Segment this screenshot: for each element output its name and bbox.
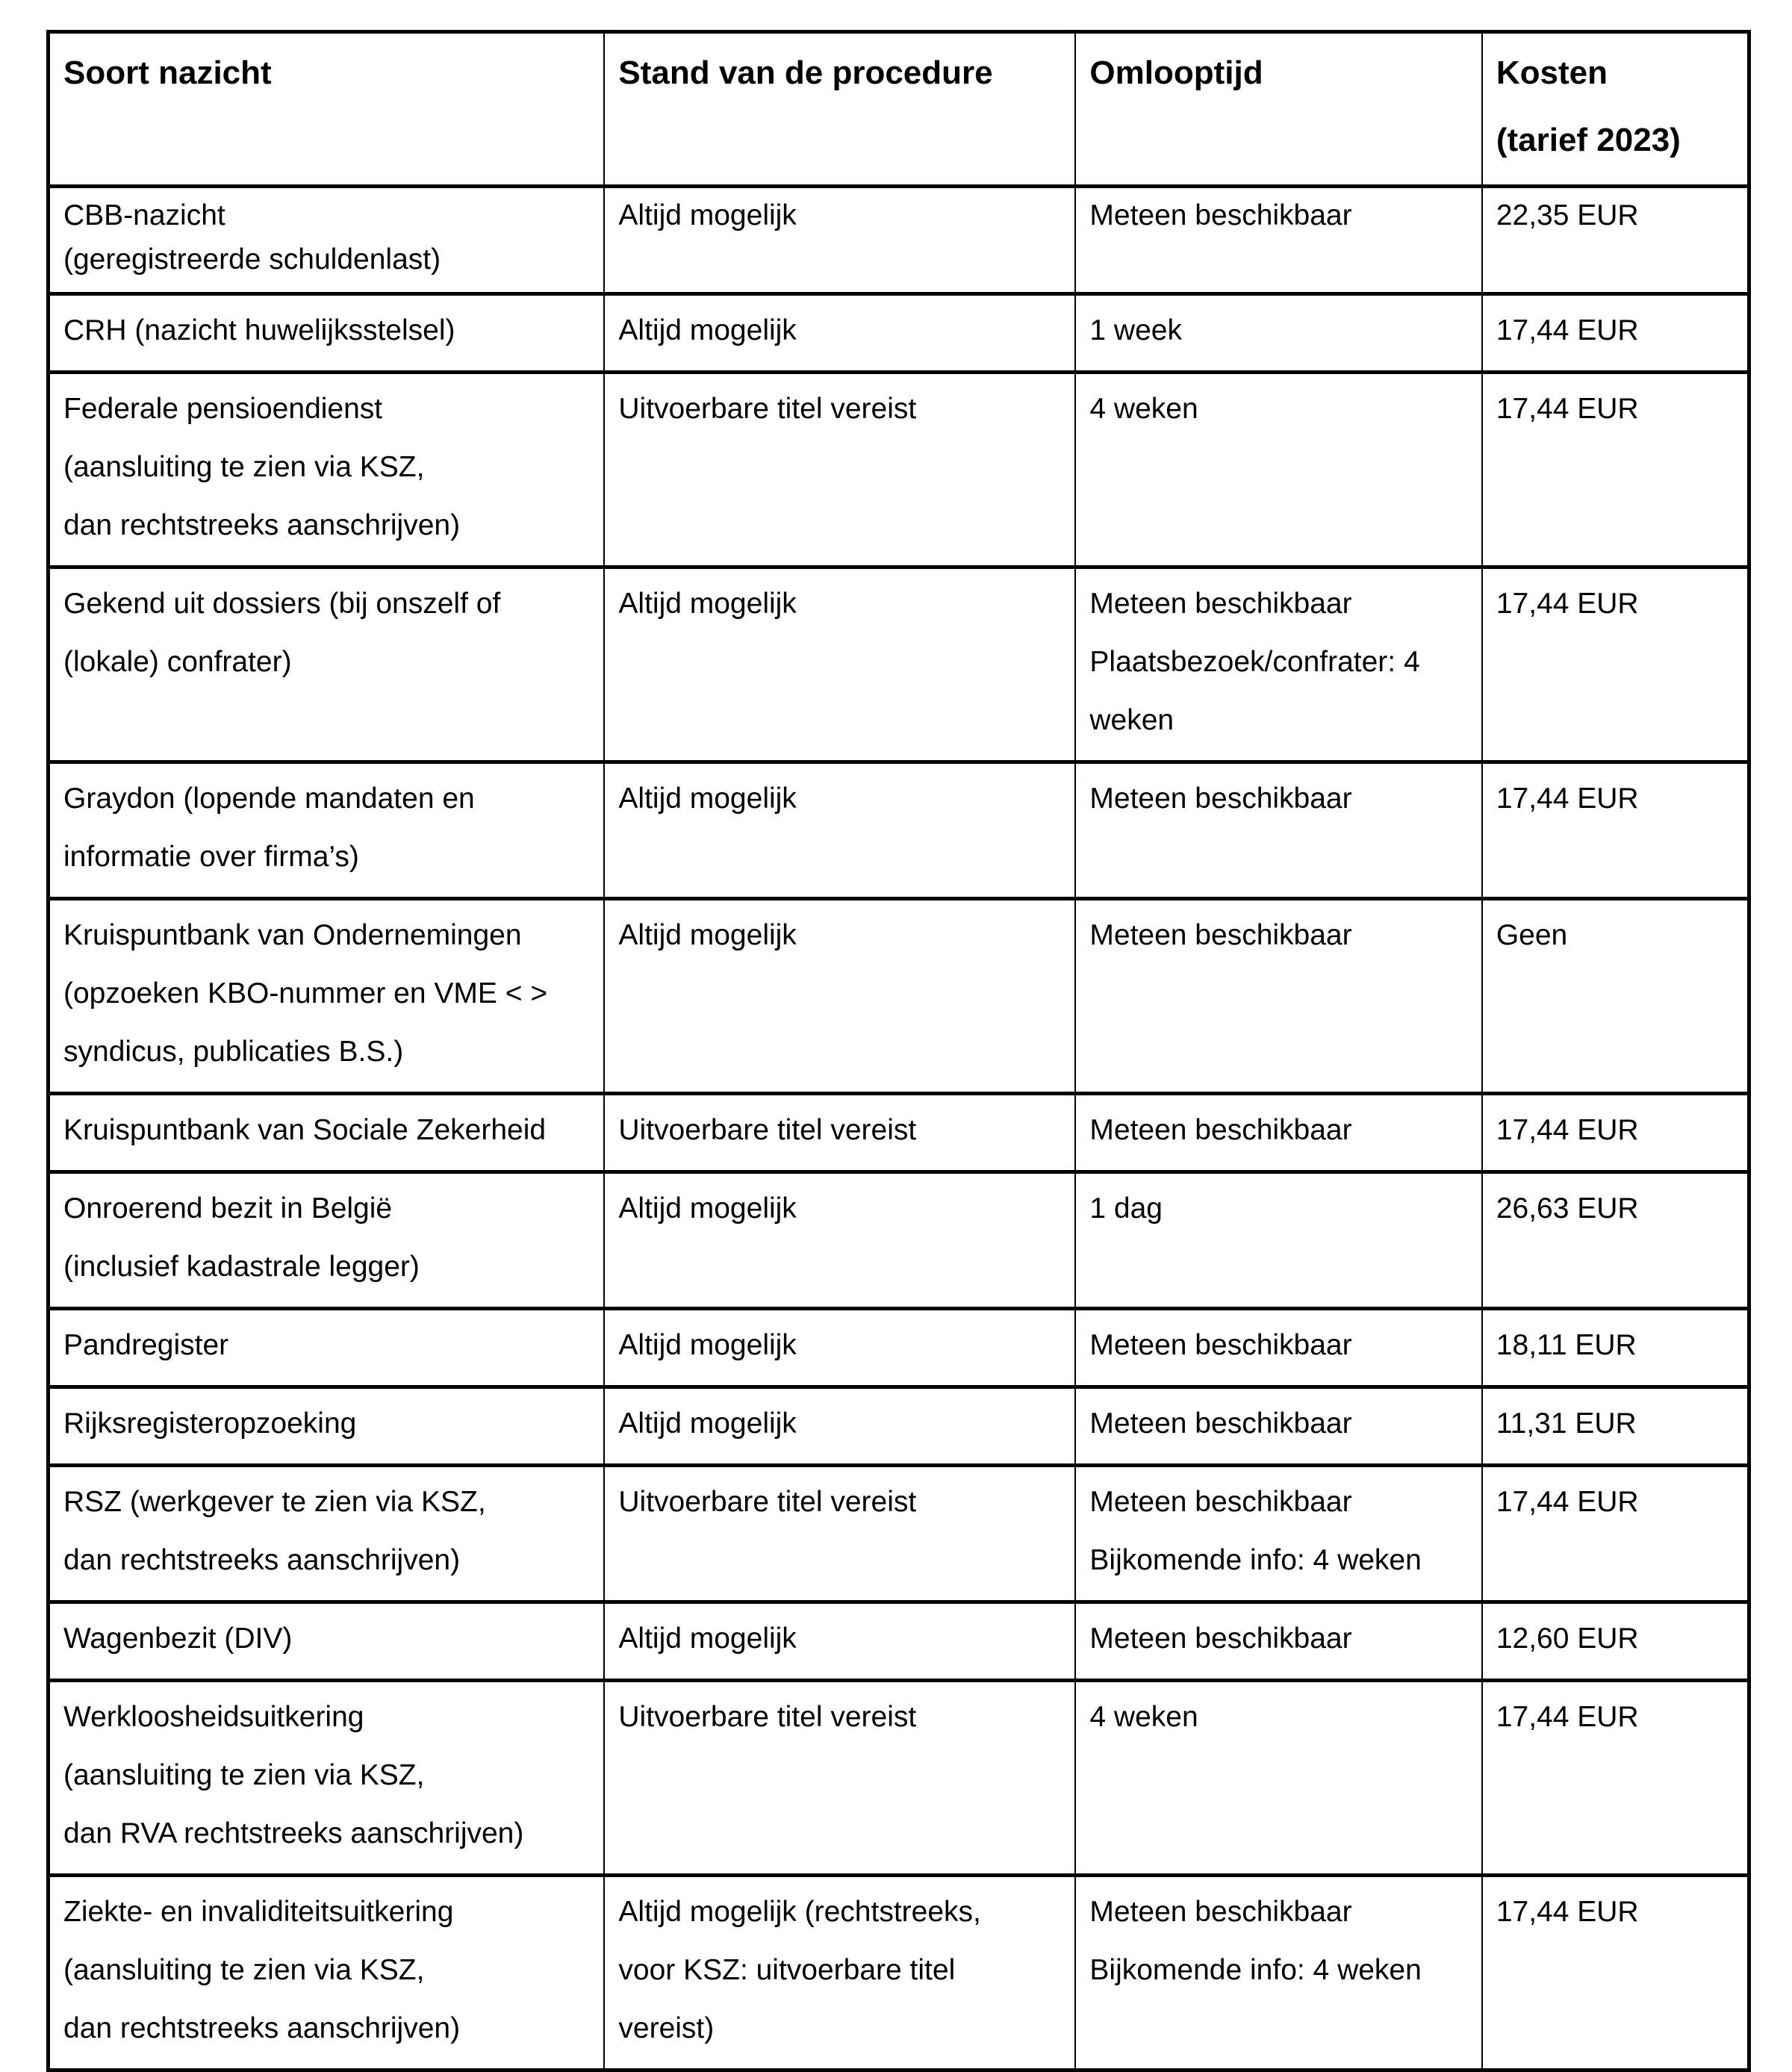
- cell-line: Kruispuntbank van Ondernemingen: [63, 919, 522, 952]
- table-row: [49, 1309, 1749, 1387]
- cell-line: Altijd mogelijk: [618, 1623, 797, 1655]
- cell-line: Bijkomende info: 4 weken: [1089, 1954, 1422, 1987]
- table-cell: [49, 1876, 605, 2071]
- table-cell: [49, 1172, 605, 1309]
- cell-line: 17,44 EUR: [1496, 1701, 1639, 1734]
- table-cell: [1482, 1387, 1749, 1466]
- table-cell: [49, 762, 605, 899]
- table-row: [49, 294, 1749, 373]
- cell-line: Uitvoerbare titel vereist: [618, 1486, 917, 1519]
- column-header: [49, 32, 605, 187]
- table-cell: [1075, 1681, 1481, 1876]
- cell-line: 1 week: [1089, 314, 1182, 347]
- cell-line: Altijd mogelijk: [618, 1192, 797, 1225]
- table-cell: [49, 1466, 605, 1602]
- table-head: [49, 32, 1749, 187]
- cell-line: 17,44 EUR: [1496, 1114, 1639, 1147]
- cell-line: Onroerend bezit in België: [63, 1192, 393, 1225]
- cell-line: Altijd mogelijk: [618, 1407, 797, 1440]
- cell-line: Altijd mogelijk: [618, 314, 797, 347]
- cell-line: CBB-nazicht: [63, 199, 225, 232]
- cell-line: Altijd mogelijk: [618, 588, 797, 620]
- cell-line: Altijd mogelijk: [618, 1329, 797, 1362]
- table-cell: [49, 567, 605, 762]
- cell-line: (aansluiting te zien via KSZ,: [63, 1759, 425, 1792]
- cell-line: 18,11 EUR: [1496, 1329, 1637, 1362]
- cell-line: 17,44 EUR: [1496, 1896, 1639, 1929]
- cell-line: dan rechtstreeks aanschrijven): [63, 1544, 461, 1577]
- table-cell: [604, 1876, 1075, 2071]
- cell-line: 17,44 EUR: [1496, 314, 1639, 347]
- table-cell: [604, 1094, 1075, 1172]
- table-row: [49, 567, 1749, 762]
- cell-line: CRH (nazicht huwelijksstelsel): [63, 314, 455, 347]
- table-row: [49, 762, 1749, 899]
- cell-line: voor KSZ: uitvoerbare titel: [618, 1954, 956, 1987]
- cell-line: Rijksregisteropzoeking: [63, 1407, 357, 1440]
- header-row: [49, 32, 1749, 187]
- cell-line: Meteen beschikbaar: [1089, 199, 1352, 232]
- cell-line: Altijd mogelijk: [618, 783, 797, 815]
- table-cell: [49, 1309, 605, 1387]
- cell-line: dan rechtstreeks aanschrijven): [63, 509, 461, 542]
- table-cell: [49, 187, 605, 294]
- table-cell: [604, 899, 1075, 1094]
- table-row: [49, 1094, 1749, 1172]
- cell-line: Meteen beschikbaar: [1089, 919, 1352, 952]
- header-line: Kosten: [1496, 55, 1608, 91]
- header-line: Stand van de procedure: [618, 55, 993, 91]
- cell-line: 17,44 EUR: [1496, 1486, 1639, 1519]
- cell-line: Meteen beschikbaar: [1089, 783, 1352, 815]
- table-cell: [1482, 187, 1749, 294]
- table-cell: [604, 1387, 1075, 1466]
- cell-line: 4 weken: [1089, 1701, 1198, 1734]
- cell-line: RSZ (werkgever te zien via KSZ,: [63, 1486, 486, 1519]
- table-cell: [604, 1681, 1075, 1876]
- cell-line: Graydon (lopende mandaten en: [63, 783, 475, 815]
- table-cell: [1482, 294, 1749, 373]
- table-cell: [604, 294, 1075, 373]
- table-cell: [1075, 1602, 1481, 1681]
- table-row: [49, 899, 1749, 1094]
- cell-line: Ziekte- en invaliditeitsuitkering: [63, 1896, 454, 1929]
- table-cell: [1075, 373, 1481, 567]
- cell-line: 12,60 EUR: [1496, 1623, 1639, 1655]
- table-row: [49, 1602, 1749, 1681]
- cell-line: (lokale) confrater): [63, 646, 292, 679]
- column-header: [1075, 32, 1481, 187]
- column-header: [604, 32, 1075, 187]
- table-row: [49, 1876, 1749, 2071]
- table-cell: [1482, 1876, 1749, 2071]
- cell-line: (aansluiting te zien via KSZ,: [63, 451, 425, 484]
- table-cell: [49, 373, 605, 567]
- cell-line: Plaatsbezoek/confrater: 4 weken: [1089, 646, 1420, 737]
- cell-line: 17,44 EUR: [1496, 783, 1639, 815]
- table-cell: [49, 1387, 605, 1466]
- table-cell: [1482, 1681, 1749, 1876]
- table-cell: [1482, 762, 1749, 899]
- cell-line: Altijd mogelijk: [618, 199, 797, 232]
- cell-line: 17,44 EUR: [1496, 588, 1639, 620]
- cell-line: 26,63 EUR: [1496, 1192, 1639, 1225]
- cell-line: Gekend uit dossiers (bij onszelf of: [63, 588, 501, 620]
- cell-line: 22,35 EUR: [1496, 199, 1639, 232]
- table-cell: [1075, 762, 1481, 899]
- table-cell: [604, 762, 1075, 899]
- cell-line: Meteen beschikbaar: [1089, 1486, 1352, 1519]
- table-cell: [49, 1602, 605, 1681]
- table-cell: [49, 294, 605, 373]
- table-cell: [49, 1094, 605, 1172]
- table-cell: [1482, 1094, 1749, 1172]
- header-line: Soort nazicht: [63, 55, 272, 91]
- table-cell: [1075, 1094, 1481, 1172]
- cell-line: Werkloosheidsuitkering: [63, 1701, 364, 1734]
- table-cell: [1075, 1172, 1481, 1309]
- table-cell: [1482, 373, 1749, 567]
- cell-line: (opzoeken KBO-nummer en VME < >: [63, 977, 548, 1010]
- table-cell: [604, 1309, 1075, 1387]
- cell-line: syndicus, publicaties B.S.): [63, 1036, 404, 1068]
- cell-line: informatie over firma’s): [63, 841, 359, 874]
- cell-line: 1 dag: [1089, 1192, 1163, 1225]
- table-row: [49, 1466, 1749, 1602]
- table-cell: [1482, 567, 1749, 762]
- table-cell: [1482, 1309, 1749, 1387]
- header-line: Omlooptijd: [1089, 55, 1263, 91]
- cell-line: Altijd mogelijk: [618, 919, 797, 952]
- cell-line: Geen: [1496, 919, 1568, 952]
- cell-line: vereist): [618, 2012, 715, 2045]
- table-cell: [1075, 187, 1481, 294]
- table-cell: [604, 187, 1075, 294]
- table-row: [49, 373, 1749, 567]
- cell-line: Kruispuntbank van Sociale Zekerheid: [63, 1114, 547, 1147]
- cell-line: Uitvoerbare titel vereist: [618, 393, 917, 426]
- cell-line: Uitvoerbare titel vereist: [618, 1701, 917, 1734]
- cell-line: 4 weken: [1089, 393, 1198, 426]
- cell-line: Altijd mogelijk (rechtstreeks,: [618, 1896, 981, 1929]
- header-line: (tarief 2023): [1496, 122, 1681, 159]
- table-cell: [604, 567, 1075, 762]
- table-cell: [49, 1681, 605, 1876]
- cell-line: (inclusief kadastrale legger): [63, 1251, 420, 1284]
- table-row: [49, 187, 1749, 294]
- table-row: [49, 1387, 1749, 1466]
- table-row: [49, 1172, 1749, 1309]
- cell-line: (aansluiting te zien via KSZ,: [63, 1954, 425, 1987]
- cell-line: Federale pensioendienst: [63, 393, 383, 426]
- cell-line: (geregistreerde schuldenlast): [63, 243, 441, 276]
- table-cell: [49, 899, 605, 1094]
- nazicht-table: [46, 30, 1751, 2072]
- table-cell: [604, 1466, 1075, 1602]
- table-cell: [1075, 294, 1481, 373]
- cell-line: Uitvoerbare titel vereist: [618, 1114, 917, 1147]
- table-body: [49, 187, 1749, 2071]
- cell-line: Bijkomende info: 4 weken: [1089, 1544, 1422, 1577]
- cell-line: Pandregister: [63, 1329, 229, 1362]
- cell-line: dan rechtstreeks aanschrijven): [63, 2012, 461, 2045]
- cell-line: Meteen beschikbaar: [1089, 1896, 1352, 1929]
- cell-line: Meteen beschikbaar: [1089, 588, 1352, 620]
- table-cell: [1075, 1387, 1481, 1466]
- cell-line: 17,44 EUR: [1496, 393, 1639, 426]
- cell-line: dan RVA rechtstreeks aanschrijven): [63, 1817, 524, 1850]
- table-cell: [1482, 1602, 1749, 1681]
- table-cell: [1075, 567, 1481, 762]
- table-cell: [1075, 1309, 1481, 1387]
- table-cell: [1482, 899, 1749, 1094]
- table-cell: [1482, 1466, 1749, 1602]
- table-cell: [604, 1172, 1075, 1309]
- table-cell: [1075, 1876, 1481, 2071]
- table-cell: [604, 373, 1075, 567]
- cell-line: Meteen beschikbaar: [1089, 1407, 1352, 1440]
- table-cell: [1075, 1466, 1481, 1602]
- table-row: [49, 1681, 1749, 1876]
- table-cell: [604, 1602, 1075, 1681]
- table-cell: [1482, 1172, 1749, 1309]
- cell-line: Meteen beschikbaar: [1089, 1114, 1352, 1147]
- column-header: [1482, 32, 1749, 187]
- table-cell: [1075, 899, 1481, 1094]
- cell-line: Meteen beschikbaar: [1089, 1623, 1352, 1655]
- cell-line: 11,31 EUR: [1496, 1407, 1637, 1440]
- cell-line: Meteen beschikbaar: [1089, 1329, 1352, 1362]
- cell-line: Wagenbezit (DIV): [63, 1623, 293, 1655]
